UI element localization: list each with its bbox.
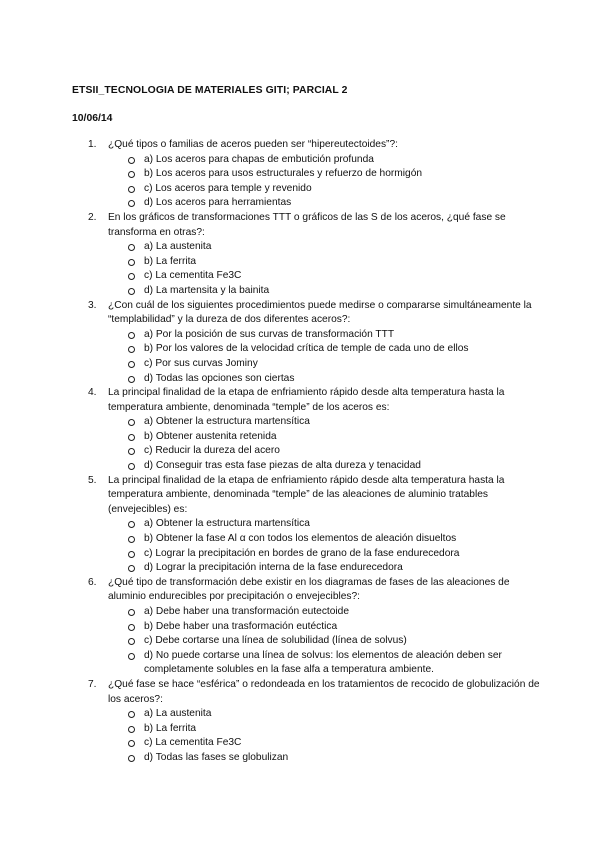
hollow-circle-bullet-icon (128, 186, 135, 193)
question-1 (88, 138, 540, 211)
answer-option-text: c) Reducir la dureza del acero (144, 445, 280, 457)
hollow-circle-bullet-icon (128, 726, 135, 733)
hollow-circle-bullet-icon (128, 157, 135, 164)
hollow-circle-bullet-icon (128, 361, 135, 368)
question-number: 6. (88, 576, 97, 588)
option-list (108, 517, 540, 575)
option-list (108, 605, 540, 678)
hollow-circle-bullet-icon (128, 609, 135, 616)
answer-option-text: b) Los aceros para usos estructurales y refuerzo de hormigón (144, 168, 423, 180)
answer-option-text: a) Obtener la estructura martensítica (144, 518, 310, 530)
answer-option-text: a) Los aceros para chapas de embutición profunda (144, 153, 374, 165)
answer-option (144, 547, 540, 562)
question-text: ¿Qué tipos o familias de aceros pueden ser “hipereutectoides”?: (108, 139, 398, 150)
question-6 (88, 576, 540, 678)
answer-option-text: a) Por la posición de sus curvas de transformación TTT (144, 328, 395, 340)
hollow-circle-bullet-icon (128, 551, 135, 558)
answer-option-text: c) Debe cortarse una línea de solubilidad (línea de solvus) (144, 635, 407, 647)
answer-option-text: a) La austenita (144, 708, 212, 720)
answer-option-text: d) La martensita y la bainita (144, 284, 270, 296)
answer-option (144, 444, 540, 459)
answer-option (144, 707, 540, 722)
question-text: ¿Qué tipo de transformación debe existir en los diagramas de fases de las aleaciones de aluminio endurecibles por precipitación o envejecibles?: (108, 576, 510, 603)
answer-option-text: b) Por los valores de la velocidad crítica de temple de cada uno de ellos (144, 343, 469, 355)
answer-option-text: d) Todas las opciones son ciertas (144, 372, 295, 384)
answer-option (144, 415, 540, 430)
hollow-circle-bullet-icon (128, 624, 135, 631)
question-text: En los gráficos de transformaciones TTT o gráficos de las S de los aceros, ¿qué fase se transforma en otras?: (108, 211, 506, 238)
answer-option-text: d) Todas las fases se globulizan (144, 751, 289, 763)
question-number: 5. (88, 474, 97, 486)
question-5 (88, 474, 540, 576)
answer-option (144, 182, 540, 197)
hollow-circle-bullet-icon (128, 244, 135, 251)
answer-option-text: c) Lograr la precipitación en bordes de grano de la fase endurecedora (144, 547, 460, 559)
answer-option-text: d) Los aceros para herramientas (144, 197, 292, 209)
answer-option-text: b) Debe haber una trasformación eutéctica (144, 620, 338, 632)
hollow-circle-bullet-icon (128, 536, 135, 543)
answer-option (144, 372, 540, 387)
answer-option-text: b) La ferrita (144, 255, 197, 267)
answer-option-text: d) Lograr la precipitación interna de la fase endurecedora (144, 562, 403, 574)
answer-option (144, 255, 540, 270)
answer-option (144, 722, 540, 737)
document-title: ETSII_TECNOLOGIA DE MATERIALES GITI; PARCIAL 2 (72, 85, 348, 96)
question-number: 7. (88, 678, 97, 690)
answer-option (144, 357, 540, 372)
hollow-circle-bullet-icon (128, 200, 135, 207)
hollow-circle-bullet-icon (128, 711, 135, 718)
hollow-circle-bullet-icon (128, 653, 135, 660)
question-list (88, 138, 540, 766)
answer-option (144, 430, 540, 445)
answer-option (144, 328, 540, 343)
answer-option-text: b) Obtener la fase Al α con todos los elementos de aleación disueltos (144, 533, 457, 545)
question-2 (88, 211, 540, 299)
answer-option (144, 459, 540, 474)
answer-option (144, 342, 540, 357)
answer-option-text: a) La austenita (144, 241, 212, 253)
answer-option-text: a) Obtener la estructura martensítica (144, 416, 310, 428)
answer-option-text: b) Obtener austenita retenida (144, 430, 277, 442)
document-date: 10/06/14 (72, 113, 113, 124)
option-list (108, 153, 540, 211)
hollow-circle-bullet-icon (128, 638, 135, 645)
hollow-circle-bullet-icon (128, 434, 135, 441)
answer-option-text: c) La cementita Fe3C (144, 270, 242, 282)
answer-option (144, 196, 540, 211)
hollow-circle-bullet-icon (128, 448, 135, 455)
answer-option (144, 649, 540, 678)
hollow-circle-bullet-icon (128, 419, 135, 426)
question-number: 2. (88, 211, 97, 223)
answer-option (144, 751, 540, 766)
answer-option (144, 620, 540, 635)
answer-option (144, 605, 540, 620)
hollow-circle-bullet-icon (128, 740, 135, 747)
answer-option (144, 517, 540, 532)
answer-option-text: d) No puede cortarse una línea de solvus: los elementos de aleación deben ser completamente solubles en la fase alfa a temperatura ambiente. (144, 649, 502, 676)
hollow-circle-bullet-icon (128, 565, 135, 572)
answer-option (144, 284, 540, 299)
hollow-circle-bullet-icon (128, 346, 135, 353)
question-3 (88, 299, 540, 387)
option-list (108, 328, 540, 386)
answer-option-text: d) Conseguir tras esta fase piezas de alta dureza y tenacidad (144, 460, 421, 472)
hollow-circle-bullet-icon (128, 273, 135, 280)
question-text: ¿Qué fase se hace “esférica” o redondeada en los tratamientos de recocido de globulización de los aceros?: (108, 678, 540, 705)
question-text: ¿Con cuál de los siguientes procedimientos puede medirse o compararse simultáneamente la “templabilidad” y la dureza de dos diferentes aceros?: (108, 299, 532, 326)
answer-option-text: c) La cementita Fe3C (144, 737, 242, 749)
hollow-circle-bullet-icon (128, 332, 135, 339)
question-number: 3. (88, 299, 97, 311)
hollow-circle-bullet-icon (128, 376, 135, 383)
hollow-circle-bullet-icon (128, 288, 135, 295)
hollow-circle-bullet-icon (128, 521, 135, 528)
question-text: La principal finalidad de la etapa de enfriamiento rápido desde alta temperatura hasta la temperatura ambiente, denominada “temple” de los aceros es: (108, 387, 505, 413)
hollow-circle-bullet-icon (128, 171, 135, 178)
answer-option-text: b) La ferrita (144, 722, 197, 734)
answer-option (144, 634, 540, 649)
option-list (108, 415, 540, 473)
answer-option (144, 532, 540, 547)
question-4 (88, 386, 540, 474)
answer-option (144, 561, 540, 576)
option-list (108, 707, 540, 765)
question-number: 4. (88, 387, 97, 399)
answer-option (144, 167, 540, 182)
question-number: 1. (88, 139, 97, 150)
answer-option-text: c) Los aceros para temple y revenido (144, 182, 312, 194)
answer-option-text: a) Debe haber una transformación eutectoide (144, 606, 350, 617)
answer-option (144, 153, 540, 168)
hollow-circle-bullet-icon (128, 463, 135, 470)
answer-option (144, 736, 540, 751)
hollow-circle-bullet-icon (128, 259, 135, 266)
answer-option (144, 240, 540, 255)
hollow-circle-bullet-icon (128, 755, 135, 762)
option-list (108, 240, 540, 298)
answer-option-text: c) Por sus curvas Jominy (144, 357, 258, 369)
answer-option (144, 269, 540, 284)
question-7 (88, 678, 540, 766)
question-text: La principal finalidad de la etapa de enfriamiento rápido desde alta temperatura hasta la temperatura ambiente, denominada “temple” de las aleaciones de aluminio tratables (envejecibles) es: (108, 474, 505, 515)
